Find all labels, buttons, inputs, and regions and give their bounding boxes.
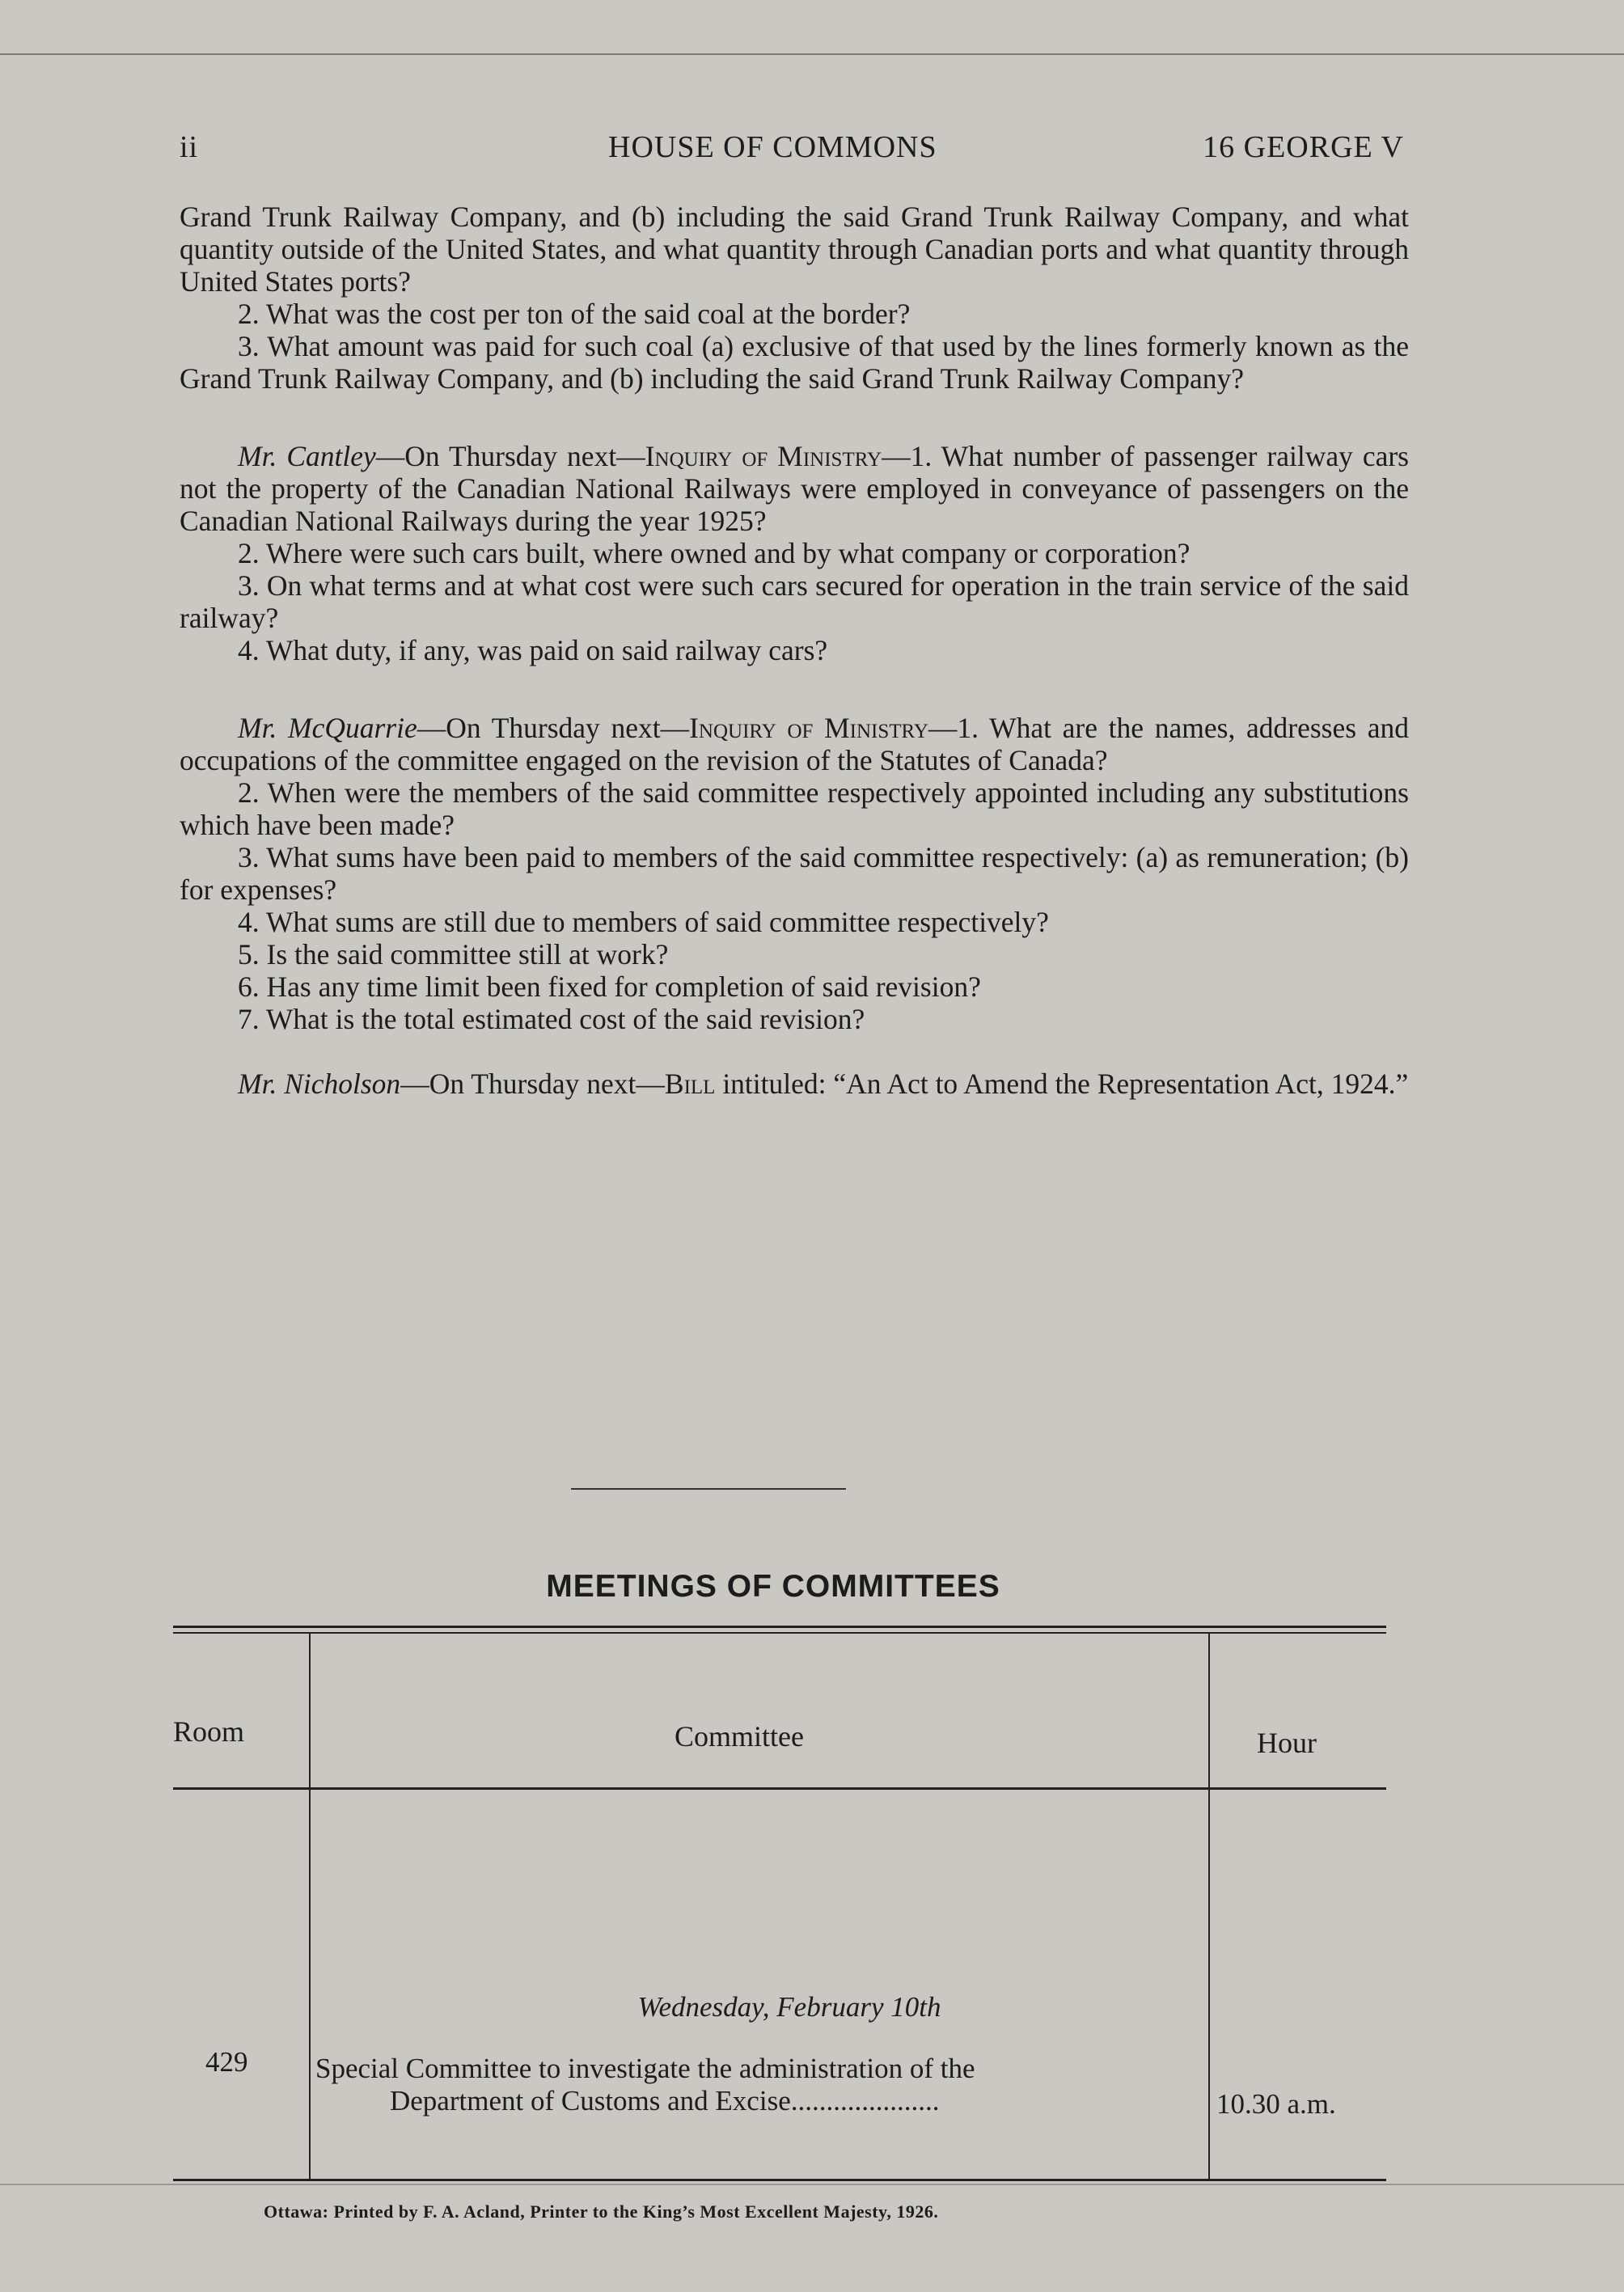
page-number: ii [180,130,199,164]
spacer [180,1035,1409,1068]
member-name: Mr. McQuarrie [238,712,417,744]
mcquarrie-question-2: 2. When were the members of the said committee respectively appointed including any substitutions which have been made? [180,776,1409,841]
member-name: Mr. Cantley [238,440,376,472]
mcquarrie-notice [180,712,1409,776]
header-reign: 16 GEORGE V [1203,130,1404,164]
committees-table [173,1626,1386,2192]
question-1: —1. What are the names, addresses and occupations of the committee engaged on the revision of the Statutes of Canada? [180,712,1409,776]
member-name: Mr. Nicholson [238,1068,401,1100]
printer-imprint: Ottawa: Printed by F. A. Acland, Printer to the King’s Most Excellent Majesty, 1926. [264,2201,939,2222]
document-page [159,97,1420,2222]
col-header-hour: Hour [1257,1727,1317,1759]
continuation-paragraph: Grand Trunk Railway Company, and (b) including the said Grand Trunk Railway Company, and what quantity outside of the United States, and what quantity through Canadian ports and what quantity through United States ports? [180,201,1409,298]
meeting-hour: 10.30 a.m. [1216,2088,1336,2120]
table-bottom-rule [173,2179,1386,2181]
cantley-question-4: 4. What duty, if any, was paid on said railway cars? [238,634,828,666]
committees-title: MEETINGS OF COMMITTEES [546,1569,1000,1604]
inquiry-label: Inquiry of Ministry [689,712,928,744]
mcquarrie-question-5: 5. Is the said committee still at work? [238,938,669,971]
continuation-question-2: 2. What was the cost per ton of the said coal at the border? [238,298,911,330]
table-col-divider-1 [309,1634,311,2179]
mcquarrie-question-3: 3. What sums have been paid to members of the said committee respectively: (a) as remuneration; (b) for expenses? [180,841,1409,906]
col-header-room: Room [173,1715,245,1748]
scan-edge-bottom [0,2184,1624,2185]
notice-lead: —On Thursday next— [417,712,690,744]
nicholson-notice [180,1068,1409,1100]
cantley-notice [180,440,1409,537]
notice-lead: —On Thursday next— [375,440,645,472]
spacer [180,666,1409,712]
scan-edge-top [0,53,1624,55]
notice-lead: —On Thursday next— [400,1068,665,1100]
running-header [180,129,1409,178]
room-number: 429 [205,2046,248,2078]
committee-line-2: Department of Customs and Excise..................... [390,2085,940,2117]
meeting-date: Wednesday, February 10th [637,1991,941,2023]
table-top-rule [173,1626,1386,1628]
committee-line-1: Special Committee to investigate the administration of the [315,2053,975,2084]
continuation-question-3: 3. What amount was paid for such coal (a) exclusive of that used by the lines formerly known as the Grand Trunk Railway Company, and (b) including the said Grand Trunk Railway Company? [180,330,1409,395]
table-top-rule-thin [173,1632,1386,1634]
cantley-question-3: 3. On what terms and at what cost were such cars secured for operation in the train service of the said railway? [180,569,1409,634]
mcquarrie-question-7: 7. What is the total estimated cost of the said revision? [238,1003,865,1035]
mcquarrie-question-6: 6. Has any time limit been fixed for completion of said revision? [238,971,981,1003]
table-header-rule [173,1787,1386,1790]
notices-body [180,201,1409,1100]
section-divider [571,1488,846,1490]
question-1: —1. What number of passenger railway cars not the property of the Canadian National Railways were employed in conveyance of passengers on the Canadian National Railways during the year 1925? [180,440,1409,537]
cantley-question-2: 2. Where were such cars built, where owned and by what company or corporation? [238,537,1191,569]
inquiry-label: Inquiry of Ministry [645,440,882,472]
bill-label: Bill [664,1068,716,1100]
col-header-committee: Committee [675,1720,804,1753]
spacer [180,395,1409,440]
mcquarrie-question-4: 4. What sums are still due to members of said committee respectively? [238,906,1049,938]
committee-description [315,2053,1221,2117]
header-title: HOUSE OF COMMONS [608,130,937,164]
bill-text: intituled: “An Act to Amend the Representation Act, 1924.” [715,1068,1409,1100]
